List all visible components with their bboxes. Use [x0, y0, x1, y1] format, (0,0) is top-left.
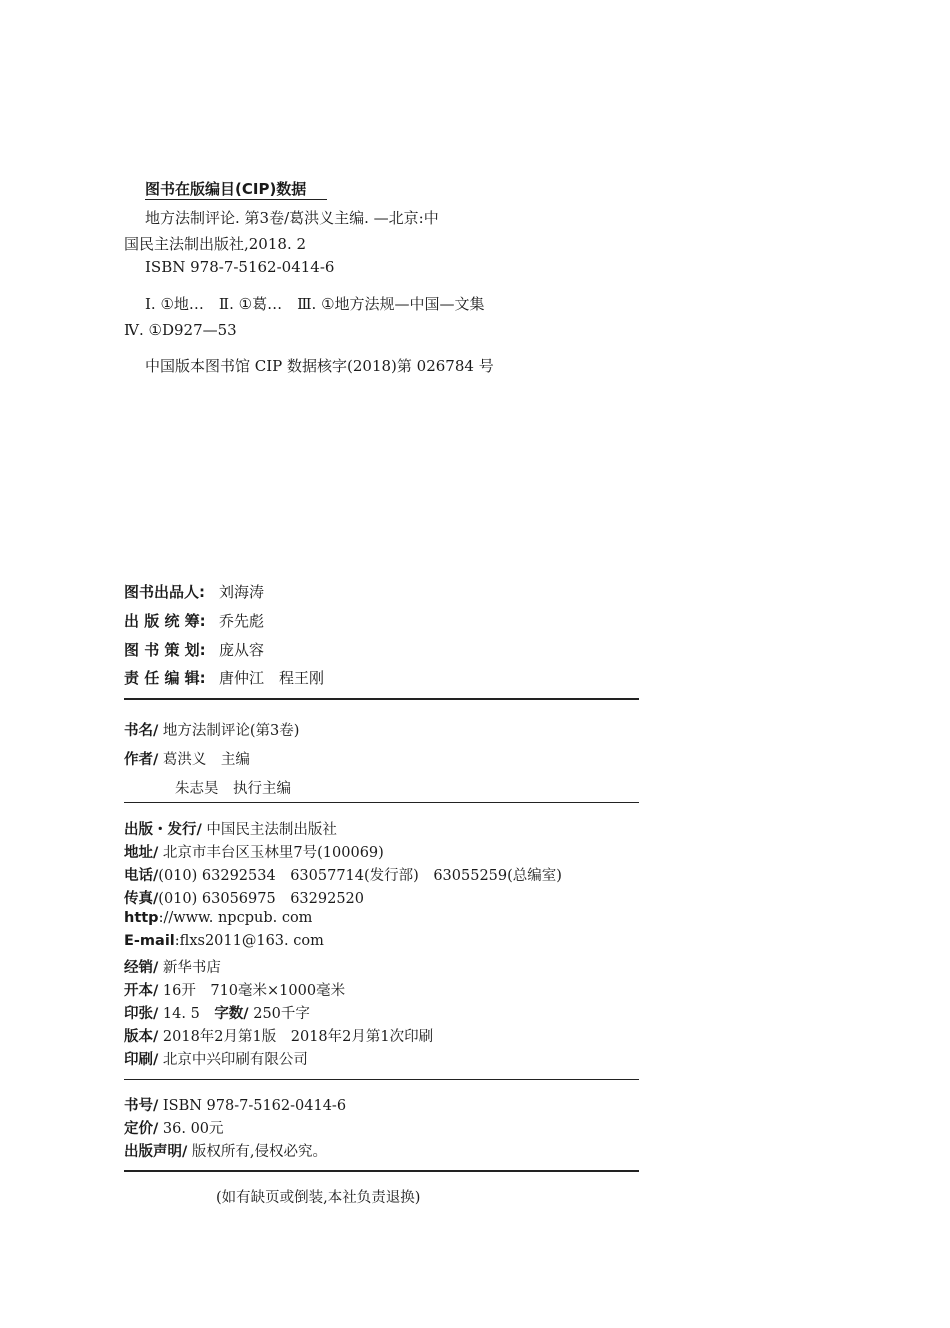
publisher-row — [124, 887, 364, 908]
footer-note: (如有缺页或倒装,本社负责退换) — [216, 1190, 421, 1206]
crew-row — [124, 610, 264, 631]
publisher-key: 版本/ — [124, 1029, 159, 1045]
divider-thick — [124, 698, 639, 700]
book-key: 定价/ — [124, 1121, 159, 1137]
publisher-value: 14. 5 — [158, 1006, 215, 1022]
publisher-key: 传真/ — [124, 891, 159, 907]
book-value: 版权所有,侵权必究。 — [187, 1144, 328, 1160]
book-row — [124, 1117, 224, 1138]
publisher-row — [124, 841, 384, 862]
cip-isbn: ISBN 978-7-5162-0414-6 — [145, 258, 335, 276]
book-key: 书号/ — [124, 1098, 159, 1114]
publisher-row — [124, 933, 324, 949]
publisher-row — [124, 864, 562, 885]
book-row — [124, 1094, 346, 1115]
crew-row — [124, 581, 264, 602]
author-row — [124, 748, 250, 769]
publisher-key: 开本/ — [124, 983, 159, 999]
publisher-key: 经销/ — [124, 960, 159, 976]
author-2: 朱志昊 执行主编 — [175, 781, 291, 797]
publisher-row — [124, 979, 345, 1000]
publisher-key-2: 字数/ — [214, 1006, 249, 1022]
cip-line-2: 国民主法制出版社,2018. 2 — [124, 235, 307, 253]
publisher-row — [124, 956, 221, 977]
crew-value: 刘海涛 — [219, 583, 265, 601]
publisher-key: http — [124, 910, 159, 926]
author-value: 葛洪义 主编 — [158, 752, 250, 768]
publisher-row — [124, 910, 312, 926]
crew-value: 乔先彪 — [219, 612, 265, 630]
book-row — [124, 1140, 327, 1161]
cip-record: 中国版本图书馆 CIP 数据核字(2018)第 026784 号 — [145, 357, 494, 375]
publisher-key: 印刷/ — [124, 1052, 159, 1068]
book-value: ISBN 978-7-5162-0414-6 — [158, 1098, 347, 1114]
book-name-key: 书名/ — [124, 723, 159, 739]
crew-row — [124, 639, 264, 660]
book-value: 36. 00元 — [158, 1121, 224, 1137]
crew-value: 唐仲江 程王刚 — [219, 669, 325, 687]
book-key: 出版声明/ — [124, 1144, 188, 1160]
crew-row — [124, 667, 324, 688]
crew-label: 图 书 策 划: — [124, 641, 206, 659]
publisher-key: 印张/ — [124, 1006, 159, 1022]
cip-heading: 图书在版编目(CIP)数据 — [145, 180, 307, 198]
cip-classes-2: Ⅳ. ①D927—53 — [124, 321, 237, 339]
cip-classes-1: Ⅰ. ①地… Ⅱ. ①葛… Ⅲ. ①地方法规—中国—文集 — [145, 295, 485, 313]
divider — [124, 1079, 639, 1080]
publisher-key: 出版・发行/ — [124, 822, 202, 838]
crew-label: 责 任 编 辑: — [124, 669, 206, 687]
publisher-value: 2018年2月第1版 2018年2月第1次印刷 — [158, 1029, 434, 1045]
divider — [124, 802, 639, 803]
cip-heading-underline — [145, 199, 327, 200]
crew-label: 出 版 统 筹: — [124, 612, 206, 630]
crew-label: 图书出品人: — [124, 583, 205, 601]
publisher-row — [124, 1048, 308, 1069]
author-key: 作者/ — [124, 752, 159, 768]
publisher-value: 北京中兴印刷有限公司 — [158, 1052, 308, 1068]
publisher-key: 电话/ — [124, 868, 159, 884]
publisher-row — [124, 1002, 310, 1023]
website-link[interactable]: ://www. npcpub. com — [158, 910, 313, 926]
cip-line-1: 地方法制评论. 第3卷/葛洪义主编. —北京:中 — [145, 209, 439, 227]
crew-value: 庞从容 — [219, 641, 265, 659]
email-link[interactable]: :flxs2011@163. com — [174, 933, 324, 949]
book-name-value: 地方法制评论(第3卷) — [158, 723, 300, 739]
publisher-row — [124, 1025, 433, 1046]
book-name-row — [124, 719, 299, 740]
publisher-key: E-mail — [124, 933, 175, 949]
divider-thick — [124, 1170, 639, 1172]
publisher-row — [124, 818, 337, 839]
publisher-value: (010) 63056975 63292520 — [158, 891, 365, 907]
publisher-value: (010) 63292534 63057714(发行部) 63055259(总编室) — [158, 868, 562, 884]
publisher-key: 地址/ — [124, 845, 159, 861]
publisher-value: 新华书店 — [158, 960, 221, 976]
publisher-value: 16开 710毫米×1000毫米 — [158, 983, 346, 999]
publisher-value: 北京市丰台区玉林里7号(100069) — [158, 845, 384, 861]
publisher-value: 中国民主法制出版社 — [201, 822, 337, 838]
publisher-value-2: 250千字 — [248, 1006, 310, 1022]
